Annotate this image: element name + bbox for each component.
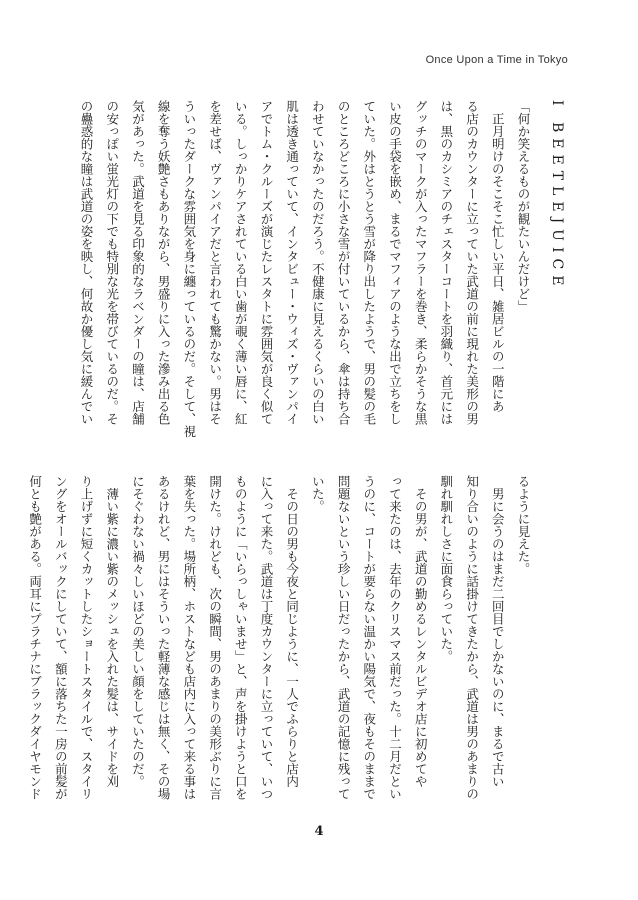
- text-line: い皮の手袋を嵌め、まるでマフィアのような出で立ちをし: [387, 100, 403, 425]
- text-line: 男に会うのはまだ二回目でしかないのに、まるで古い: [490, 475, 506, 788]
- text-block-upper: [79, 100, 536, 440]
- text-line: アでトム・クルーズが演じたレスタトに雰囲気が良く似て: [258, 100, 274, 425]
- text-line: 気があった。武道を見る印象的なラベンダーの瞳は、店舗: [130, 100, 146, 425]
- text-line: いる。しっかりケアされている白い歯が覗く薄い唇に、紅: [233, 100, 249, 425]
- text-line: わせていなかったのだろう。不健康に見えるくらいの白い: [310, 100, 326, 425]
- text-line: ういったダークな雰囲気を身に纏っているのだ。そして、視: [181, 100, 197, 438]
- text-line: その日の男も今夜と同じように、一人でふらりと店内: [284, 475, 300, 788]
- chapter-title: I BEETLEJUICE: [549, 100, 565, 292]
- text-line: その男が、武道の勤めるレンタルビデオ店に初めてや: [413, 475, 429, 788]
- text-line: を差せば、ヴァンパイアだと言われても驚かない。男はそ: [207, 100, 223, 425]
- text-line: ものように「いらっしゃいませ」と、声を掛けようと口を: [233, 475, 249, 800]
- text-line: ていた。外はとうとう雪が降り出したようで、男の髪の毛: [361, 100, 377, 425]
- text-line: は、黒のカシミアのチェスターコートを羽織り、首元には: [438, 100, 454, 425]
- text-line: り上げずに短くカットしたショートスタイルで、スタイリ: [79, 475, 95, 800]
- text-line: いた。: [310, 475, 326, 513]
- text-line: うのに、コートが要らない温かい陽気で、夜もそのままで: [361, 475, 377, 800]
- text-line: にそぐわない禍々しいほどの美しい顔をしていたのだ。: [130, 475, 146, 788]
- running-header: Once Upon a Time in Tokyo: [425, 54, 568, 66]
- text-line: 馴れ馴れしさに面食らっていた。: [438, 475, 454, 663]
- text-line: 薄い紫に濃い紫のメッシュを入れた髪は、サイドを刈: [104, 475, 120, 788]
- text-line: る店のカウンターに立っていた武道の前に現れた美形の男: [464, 100, 480, 425]
- text-line: の蠱惑的な瞳は武道の姿を映し、何故か優し気に緩んでい: [79, 100, 95, 425]
- text-block-lower: [27, 475, 536, 800]
- text-line: 肌は透き通っていて、インタビュー・ウィズ・ヴァンパイ: [284, 100, 300, 425]
- text-line: に入って来た。武道は丁度カウンターに立っていて、いつ: [258, 475, 274, 800]
- text-line: あるけれど、男にはそういった軽薄な感じは無く、その場: [156, 475, 172, 800]
- text-line: 葉を失った。場所柄、ホストなども店内に入って来る事は: [181, 475, 197, 800]
- text-line: 正月明けのそこそこ忙しい平日、雑居ビルの一階にあ: [490, 100, 506, 413]
- text-line: 問題ないという珍しい日だったから、武道の記憶に残って: [336, 475, 352, 800]
- text-line: 線を奪う妖艶さもありながら、男盛りに入った滲み出る色: [156, 100, 172, 425]
- text-line: グッチのマークが入ったマフラーを巻き、柔らかそうな黒: [413, 100, 429, 425]
- text-line: って来たのは、去年のクリスマス前だった。十二月だとい: [387, 475, 403, 800]
- text-line: の安っぽい蛍光灯の下でも特別な光を帯びているのだ。そ: [104, 100, 120, 425]
- text-line: 「何か笑えるものが観たいんだけど」: [516, 100, 531, 313]
- text-line: 知り合いのように話掛けてきたから、武道は男のあまりの: [464, 475, 480, 800]
- text-line: のところどころに小さな雪が付いているから、傘は持ち合: [336, 100, 352, 425]
- text-line: るように見えた。: [516, 475, 531, 575]
- text-line: 開けた。けれども、次の瞬間、男のあまりの美形ぶりに言: [207, 475, 223, 800]
- text-line: ングをオールバックにしていて、額に落ちた一房の前髪が: [53, 475, 69, 800]
- text-line: 何とも艶がある。両耳にプラチナにブラックダイヤモンド: [27, 475, 43, 800]
- page-number: 4: [314, 824, 324, 839]
